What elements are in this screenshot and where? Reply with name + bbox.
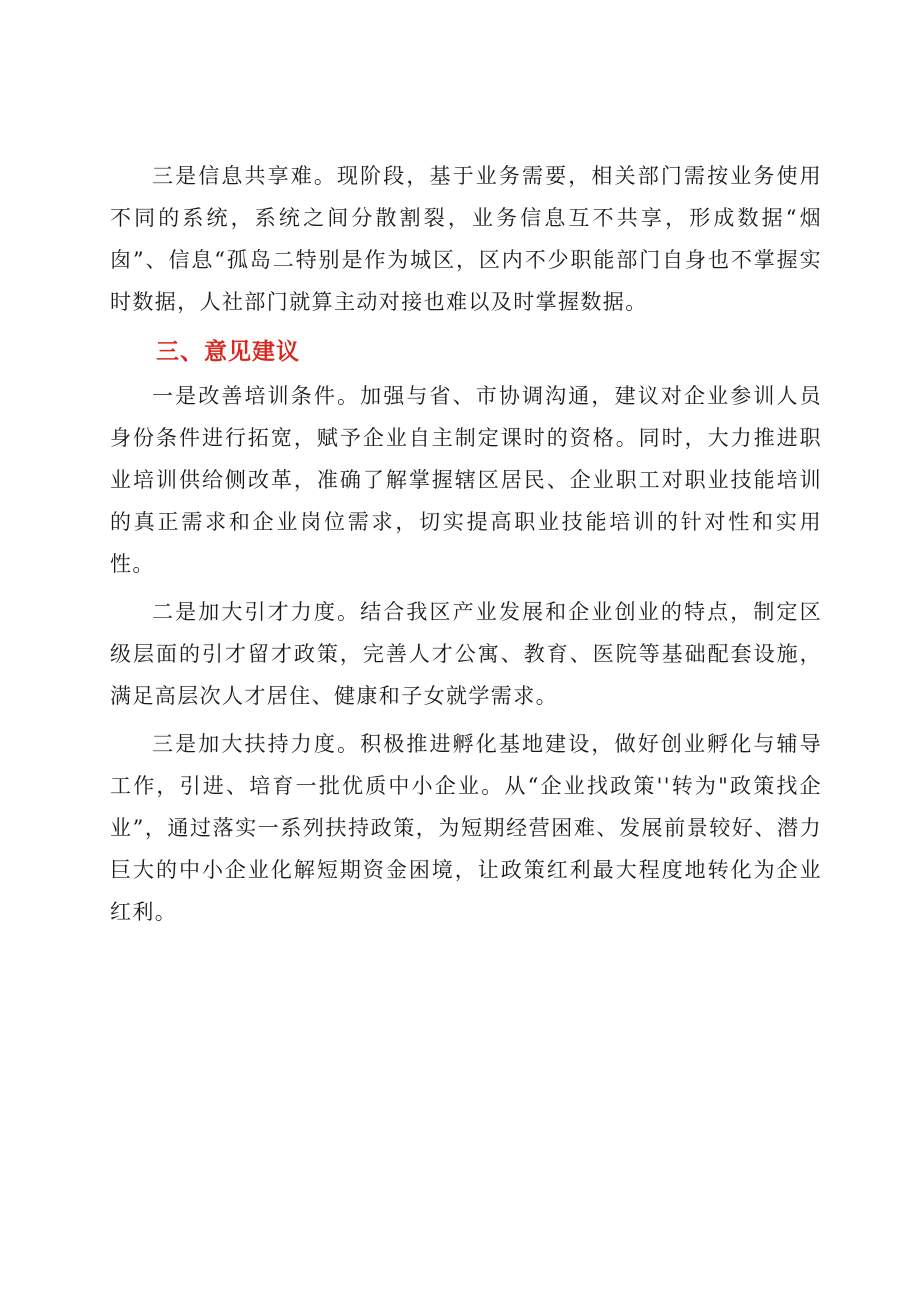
section-heading-suggestions: 三、意见建议 [156, 339, 300, 365]
paragraph-info-sharing: 三是信息共享难。现阶段，基于业务需要，相关部门需按业务使用不同的系统，系统之间分散割裂，业务信息互不共享，形成数据“烟囱”、信息“孤岛二特别是作为城区，区内不少职能部门自身也不掌握实时数据，人社部门就算主动对接也难以及时掌握数据。 [110, 164, 822, 314]
suggestion-training: 一是改善培训条件。加强与省、市协调沟通，建议对企业参训人员身份条件进行拓宽，赋予企业自主制定课时的资格。同时，大力推进职业培训供给侧改革，准确了解掌握辖区居民、企业职工对职业技能培训的真正需求和企业岗位需求，切实提高职业技能培训的针对性和实用性。 [110, 384, 822, 576]
suggestion-support: 三是加大扶持力度。积极推进孵化基地建设，做好创业孵化与辅导工作，引进、培育一批优质中小企业。从“企业找政策''转为"政策找企业”，通过落实一系列扶持政策，为短期经营困难、发展前景较好、潜力巨大的中小企业化解短期资金困境，让政策红利最大程度地转化为企业红利。 [110, 732, 822, 924]
suggestion-talent: 二是加大引才力度。结合我区产业发展和企业创业的特点，制定区级层面的引才留才政策，完善人才公寓、教育、医院等基础配套设施，满足高层次人才居住、健康和子女就学需求。 [110, 600, 822, 708]
document-page [110, 155, 822, 933]
